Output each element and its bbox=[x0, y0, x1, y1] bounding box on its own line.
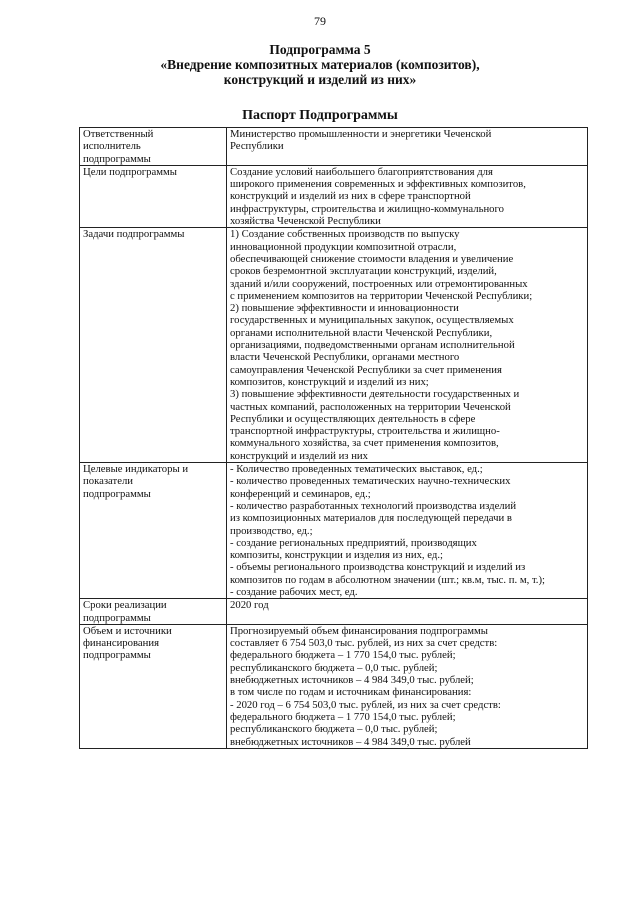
row-content-cell bbox=[227, 228, 588, 463]
row-label-line: Ответственный bbox=[83, 128, 154, 140]
row-label-line: Задачи подпрограммы bbox=[83, 228, 185, 241]
row-content-line: хозяйства Чеченской Республики bbox=[230, 215, 381, 228]
row-content-cell bbox=[227, 624, 588, 748]
row-content-line: частных компаний, расположенных на территории Чеченской bbox=[230, 400, 511, 413]
row-content-line: в том числе по годам и источникам финансирования: bbox=[230, 686, 472, 699]
row-content-line: составляет 6 754 503,0 тыс. рублей, из них за счет средств: bbox=[230, 637, 498, 650]
row-label-line: Цели подпрограммы bbox=[83, 165, 177, 178]
passport-row bbox=[80, 128, 588, 166]
row-content-line: республиканского бюджета – 0,0 тыс. рублей; bbox=[230, 723, 438, 736]
row-content-line: федерального бюджета – 1 770 154,0 тыс. рублей; bbox=[230, 649, 456, 662]
row-content-line: сроков безремонтной эксплуатации конструкций, изделий, bbox=[230, 265, 497, 278]
title-line-1: Подпрограмма 5 bbox=[269, 42, 371, 57]
row-content-line: - количество проведенных тематических научно-технических bbox=[230, 475, 511, 488]
row-label-cell bbox=[80, 624, 227, 748]
passport-row bbox=[80, 463, 588, 599]
passport-table-body bbox=[80, 128, 588, 749]
row-content-line: коммунального хозяйства, за счет применения композитов, bbox=[230, 437, 499, 450]
row-label-line: Целевые индикаторы и bbox=[83, 463, 189, 476]
row-content-cell bbox=[227, 165, 588, 227]
row-label-line: подпрограммы bbox=[83, 487, 151, 500]
row-content-line: Создание условий наибольшего благоприятствования для bbox=[230, 165, 493, 178]
row-content-line: конструкций и изделий из них bbox=[230, 449, 368, 462]
row-content-line: 2) повышение эффективности и инновационности bbox=[230, 302, 459, 315]
page-number: 79 bbox=[314, 14, 326, 28]
title-line-2: «Внедрение композитных материалов (композитов), bbox=[160, 57, 480, 72]
row-label-cell bbox=[80, 128, 227, 166]
row-content-line: - создание региональных предприятий, производящих bbox=[230, 536, 477, 549]
row-label-cell bbox=[80, 228, 227, 463]
row-content-line: - объемы регионального производства конструкций и изделий из bbox=[230, 561, 526, 574]
row-content-line: транспортной инфраструктуры, строительства и жилищно- bbox=[230, 425, 500, 438]
passport-heading: Паспорт Подпрограммы bbox=[242, 108, 398, 123]
row-content-line: производство, ед.; bbox=[230, 524, 313, 537]
row-content-line: 2020 год bbox=[230, 599, 269, 612]
row-content-line: композитов, конструкций и изделий из них; bbox=[230, 375, 429, 388]
passport-row bbox=[80, 165, 588, 227]
row-label-line: показатели bbox=[83, 475, 133, 488]
row-content-line: широкого применения современных и эффективных композитов, bbox=[230, 178, 526, 191]
row-content-line: внебюджетных источников – 4 984 349,0 тыс. рублей; bbox=[230, 674, 474, 687]
row-label-line: подпрограммы bbox=[83, 611, 151, 624]
row-content-cell bbox=[227, 128, 588, 166]
row-label-line: Сроки реализации bbox=[83, 599, 167, 612]
passport-row bbox=[80, 624, 588, 748]
row-content-line: - создание рабочих мест, ед. bbox=[230, 585, 358, 598]
row-content-cell bbox=[227, 463, 588, 599]
row-content-line: инфраструктуры, строительства и жилищно-коммунального bbox=[230, 202, 504, 215]
row-content-line: - 2020 год – 6 754 503,0 тыс. рублей, из них за счет средств: bbox=[230, 698, 501, 711]
row-label-line: исполнитель bbox=[83, 140, 141, 153]
row-content-line: - Количество проведенных тематических выставок, ед.; bbox=[230, 463, 483, 476]
row-label-line: финансирования bbox=[83, 637, 159, 650]
title-line-3: конструкций и изделий из них» bbox=[223, 72, 417, 87]
row-content-line: Прогнозируемый объем финансирования подпрограммы bbox=[230, 624, 488, 637]
row-content-line: инновационной продукции композитной отрасли, bbox=[230, 240, 457, 253]
row-content-line: 3) повышение эффективности деятельности государственных и bbox=[230, 388, 520, 401]
row-content-line: обеспечивающей снижение стоимости владения и увеличение bbox=[230, 252, 514, 265]
row-content-line: композитов по годам в абсолютном значении (шт.; кв.м, тыс. п. м, т.); bbox=[230, 573, 546, 586]
row-label-line: подпрограммы bbox=[83, 649, 151, 662]
row-content-line: Республики и осуществляющих деятельность в сфере bbox=[230, 412, 476, 425]
row-content-line: организациями, подведомственными органам исполнительной bbox=[230, 339, 515, 352]
row-content-line: Республики bbox=[230, 140, 284, 153]
subprogram-title bbox=[0, 42, 640, 87]
row-content-line: Министерство промышленности и энергетики Чеченской bbox=[230, 128, 492, 140]
row-content-line: власти Чеченской Республики, органами местного bbox=[230, 351, 460, 364]
row-content-line: с применением композитов на территории Чеченской Республики; bbox=[230, 289, 533, 302]
row-content-line: композиты, конструкции и изделия из них, ед.; bbox=[230, 549, 443, 562]
row-content-line: республиканского бюджета – 0,0 тыс. рублей; bbox=[230, 661, 438, 674]
passport-row bbox=[80, 599, 588, 625]
row-content-line: внебюджетных источников – 4 984 349,0 тыс. рублей bbox=[230, 735, 471, 748]
row-content-line: из композиционных материалов для последующей передачи в bbox=[230, 512, 512, 525]
row-label-line: Объем и источники bbox=[83, 624, 172, 637]
row-content-cell bbox=[227, 599, 588, 625]
row-content-line: федерального бюджета – 1 770 154,0 тыс. рублей; bbox=[230, 710, 456, 723]
row-label-cell bbox=[80, 599, 227, 625]
row-label-line: подпрограммы bbox=[83, 152, 151, 165]
row-content-line: - количество разработанных технологий производства изделий bbox=[230, 499, 517, 512]
row-label-cell bbox=[80, 165, 227, 227]
row-content-line: самоуправления Чеченской Республики за счет применения bbox=[230, 363, 502, 376]
row-content-line: органами исполнительной власти Чеченской Республики, bbox=[230, 326, 493, 339]
passport-table bbox=[79, 127, 588, 749]
row-content-line: 1) Создание собственных производств по выпуску bbox=[230, 228, 460, 241]
row-content-line: конференций и семинаров, ед.; bbox=[230, 487, 371, 500]
row-content-line: зданий и/или сооружений, построенных или отремонтированных bbox=[230, 277, 528, 290]
row-content-line: государственных и муниципальных закупок, осуществляемых bbox=[230, 314, 514, 327]
row-label-cell bbox=[80, 463, 227, 599]
passport-row bbox=[80, 228, 588, 463]
row-content-line: конструкций и изделий из них в сфере транспортной bbox=[230, 190, 471, 203]
